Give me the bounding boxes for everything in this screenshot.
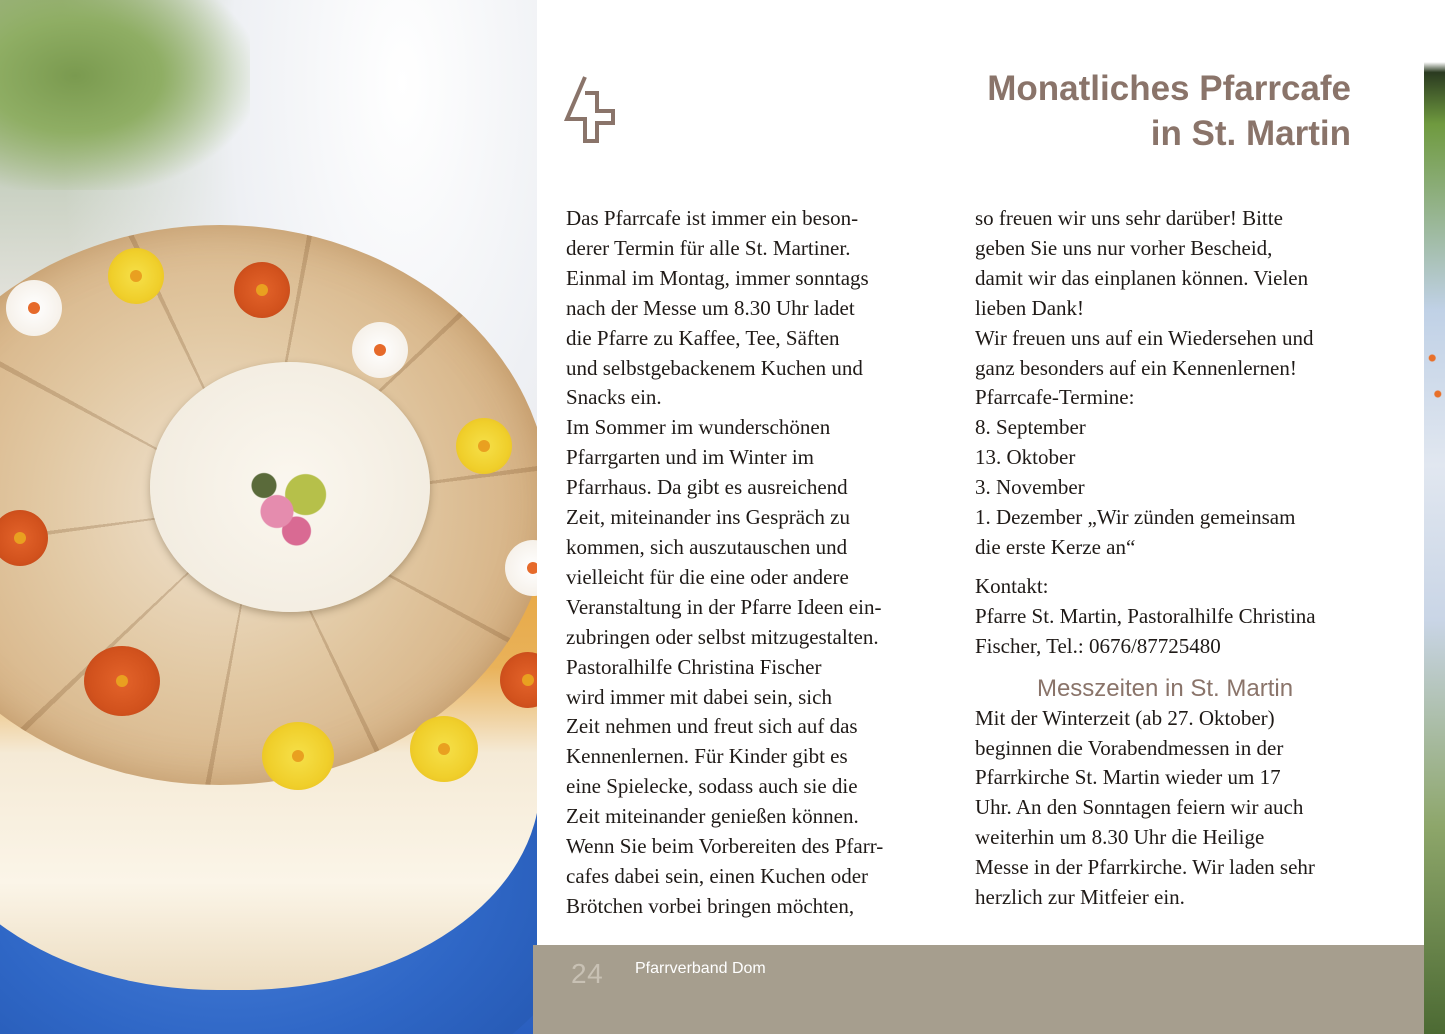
text-line: 3. November <box>975 475 1085 500</box>
flower-dots <box>1428 340 1442 430</box>
garden-photo <box>1424 0 1445 1034</box>
text-line: Mit der Winterzeit (ab 27. Oktober) <box>975 705 1275 730</box>
text-line: Snacks ein. <box>566 385 662 410</box>
icing-flower <box>410 716 478 782</box>
title-line: Monatliches Pfarrcafe <box>987 69 1351 108</box>
text-line: Wir freuen uns auf ein Wiedersehen und <box>975 325 1314 350</box>
text-line: die Pfarre zu Kaffee, Tee, Säften <box>566 325 840 350</box>
right-text-column <box>975 204 1355 913</box>
text-line: Fischer, Tel.: 0676/87725480 <box>975 633 1221 658</box>
icing-flower <box>352 322 408 378</box>
icing-flower <box>456 418 512 474</box>
text-line: herzlich zur Mitfeier ein. <box>975 885 1185 910</box>
text-line: Uhr. An den Sonntagen feiern wir auch <box>975 795 1304 820</box>
text-line: damit wir das einplanen können. Vielen <box>975 265 1309 290</box>
text-line: Einmal im Montag, immer sonntags <box>566 265 869 290</box>
text-line: die erste Kerze an“ <box>975 534 1136 559</box>
text-line: derer Termin für alle St. Martiner. <box>566 235 851 260</box>
left-text-column <box>566 204 946 922</box>
footer-band <box>533 945 1424 1034</box>
text-line: Pfarrcafe-Termine: <box>975 385 1135 410</box>
text-line: Zeit nehmen und freut sich auf das <box>566 714 858 739</box>
contact-block <box>975 572 1355 662</box>
text-line: Im Sommer im wunderschönen <box>566 415 831 440</box>
parish-cross-logo-icon <box>563 73 617 143</box>
icing-flower <box>84 646 160 716</box>
text-line: 13. Oktober <box>975 445 1076 470</box>
text-line: Pfarre St. Martin, Pastoralhilfe Christina <box>975 603 1316 628</box>
butterfly-bouquet-decoration <box>225 440 355 570</box>
mass-times-heading: Messzeiten in St. Martin <box>1036 674 1294 702</box>
text-line: kommen, sich auszutauschen und <box>566 534 848 559</box>
text-line: und selbstgebackenem Kuchen und <box>566 355 863 380</box>
publication-name: Pfarrverband Dom <box>635 960 766 977</box>
title-line: in St. Martin <box>1150 114 1351 153</box>
text-line: Pastoralhilfe Christina Fischer <box>566 654 822 679</box>
text-line: Veranstaltung in der Pfarre Ideen ein- <box>566 594 882 619</box>
text-line: nach der Messe um 8.30 Uhr ladet <box>566 295 855 320</box>
text-line: beginnen die Vorabendmessen in der <box>975 735 1284 760</box>
text-line: lieben Dank! <box>975 295 1085 320</box>
text-line: Pfarrgarten und im Winter im <box>566 445 814 470</box>
page-title <box>860 66 1351 156</box>
icing-flower <box>234 262 290 318</box>
mass-times-text <box>975 704 1355 913</box>
text-line: Pfarrkirche St. Martin wieder um 17 <box>975 765 1281 790</box>
text-line: 1. Dezember „Wir zünden gemeinsam <box>975 505 1296 530</box>
text-line: Zeit miteinander genießen können. <box>566 804 859 829</box>
text-line: Das Pfarrcafe ist immer ein beson- <box>566 206 859 230</box>
text-line: 8. September <box>975 415 1086 440</box>
text-line: Brötchen vorbei bringen möchten, <box>566 893 855 918</box>
text-line: Kennenlernen. Für Kinder gibt es <box>566 744 848 769</box>
icing-flower <box>108 248 164 304</box>
text-line: eine Spielecke, sodass auch sie die <box>566 774 858 799</box>
text-line: Wenn Sie beim Vorbereiten des Pfarr- <box>566 834 884 859</box>
text-line: wird immer mit dabei sein, sich <box>566 684 832 709</box>
page-number: 24 <box>571 958 604 989</box>
text-line: zubringen oder selbst mitzugestalten. <box>566 624 879 649</box>
intro-continuation <box>975 204 1355 563</box>
text-line: so freuen wir uns sehr darüber! Bitte <box>975 206 1283 230</box>
text-line: Kontakt: <box>975 573 1049 598</box>
cake-photo <box>0 0 537 1034</box>
icing-flower <box>262 722 334 790</box>
text-line: weiterhin um 8.30 Uhr die Heilige <box>975 825 1265 850</box>
icing-flower <box>6 280 62 336</box>
plant-background <box>0 0 250 190</box>
text-line: geben Sie uns nur vorher Bescheid, <box>975 235 1273 260</box>
text-line: Zeit, miteinander ins Gespräch zu <box>566 505 850 530</box>
text-line: Pfarrhaus. Da gibt es ausreichend <box>566 475 848 500</box>
text-line: Messe in der Pfarrkirche. Wir laden sehr <box>975 855 1315 880</box>
text-line: ganz besonders auf ein Kennenlernen! <box>975 355 1297 380</box>
text-line: vielleicht für die eine oder andere <box>566 564 849 589</box>
text-line: cafes dabei sein, einen Kuchen oder <box>566 863 869 888</box>
